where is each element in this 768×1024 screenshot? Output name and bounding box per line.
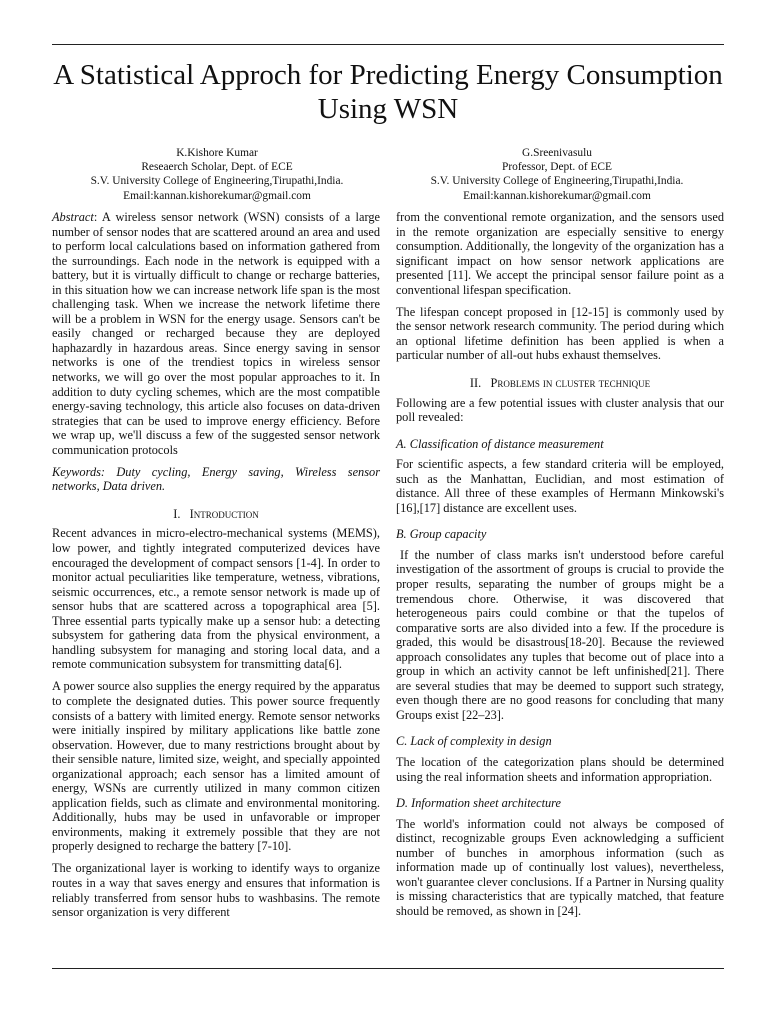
author-email: Email:kannan.kishorekumar@gmail.com [123, 189, 311, 202]
subsection-a-text: For scientific aspects, a few standard criteria will be employed, such as the Manhattan, Euclidian, and most estimation of distance. All three of these examples of Hermann Minkowski's [16],[17] distance are excellent uses. [396, 457, 724, 515]
subsection-c-text: The location of the categorization plans should be determined using the real information sheets and information appropriation. [396, 755, 724, 784]
section2-intro: Following are a few potential issues with cluster analysis that our poll revealed: [396, 395, 724, 425]
subsection-heading-a: A. Classification of distance measurement [396, 436, 604, 451]
right-column [396, 210, 724, 926]
intro-paragraph-2: A power source also supplies the energy required by the apparatus to complete the designated duties. This power source frequently consists of a battery with limited energy. Remote sensor networks were initially inspired by military applications like battle zone observation. However, due to many restrictions brought about by their sensible nature, limited size, weight, and specially appointed organizational approach; each sensor has a limited amount of energy, WSNs are currently utilized in many common citizen application fields, such as climate and environmental monitoring. Additionally, hubs may be used in unfavorable or improper environments, making it extremely possible that they are not properly designed to recharge the battery [7-10]. [52, 679, 380, 854]
subsection-heading-c: C. Lack of complexity in design [396, 734, 552, 749]
keywords-label: Keywords: [52, 464, 106, 479]
section-title: Introduction [189, 506, 259, 521]
section-title: Problems in cluster technique [490, 375, 651, 390]
author-block-1 [52, 146, 382, 203]
author-name: G.Sreenivasulu [522, 147, 592, 159]
author-affiliation: S.V. University College of Engineering,Tirupathi,India. [430, 175, 684, 188]
keywords-text: Duty cycling, Energy saving, Wireless sensor networks, Data driven. [52, 464, 380, 494]
top-rule [52, 44, 724, 45]
subsection-heading-b: B. Group capacity [396, 527, 487, 542]
author-affiliation: S.V. University College of Engineering,Tirupathi,India. [90, 175, 344, 188]
author-name: K.Kishore Kumar [176, 147, 258, 159]
section-heading-introduction [52, 507, 380, 522]
abstract [52, 210, 380, 457]
abstract-label: Abstract [52, 210, 94, 224]
paper-title: A Statistical Approch for Predicting Energy Consumption Using WSN [53, 59, 723, 125]
author-role: Reseaerch Scholar, Dept. of ECE [141, 161, 293, 174]
author-email: Email:kannan.kishorekumar@gmail.com [463, 189, 651, 202]
subsection-heading-d: D. Information sheet architecture [396, 796, 562, 811]
intro-continued-paragraph-2: The lifespan concept proposed in [12-15] is commonly used by the sensor network research community. The period during which an optional lifetime definition has been applied is when a particular number of all-out hubs exhaust themselves. [396, 304, 724, 363]
intro-paragraph-3: The organizational layer is working to identify ways to organize routes in a way that saves energy and ensures that information is reliably transferred from sensor hubs to washbasins. The remote sensor organization is very different [52, 861, 380, 920]
keywords [52, 465, 380, 494]
intro-paragraph-1: Recent advances in micro-electro-mechanical systems (MEMS), low power, and tightly integrated computerized devices have encouraged the development of compact sensors [1-4]. In order to monitor actual peculiarities like temperature, wetness, vibrations, seismic occurrences, etc., a remote sensor network is made up of sensor hubs that are scattered across a topographical area [5]. Three essential parts typically make up a sensor hub: a detecting subsystem for gathering data from the physical environment, a handling subsystem for managing and storing local data, and a remote communication subsystem for transmitting data[6]. [52, 526, 380, 672]
bottom-rule [52, 968, 724, 969]
left-column [52, 210, 380, 927]
abstract-text: : A wireless sensor network (WSN) consists of a large number of sensor nodes that are scattered around an area and used to perform local calculations based on information gathered from the surroundings. Each node in the network is equipped with a battery, but it is virtually difficult to change or recharge batteries, in this situation how we can increase network life span is the most challenging task. When we increase the network lifetime there will be a problem in WSN for the energy usage. Sensors can't be easily changed or recharged because they are deployed haphazardly in hazardous areas. Since energy saving in sensor networks is one of the trendiest topics in wireless sensor networks, we will go over the most popular approaches to it. In addition to duty cycling schemes, which are the most compatible energy-saving technology, this article also focuses on data-driven strategies that can be used to improve energy efficiency. Before we wrap up, we'll discuss a few of the suggested sensor network communication protocols [52, 210, 380, 457]
section-number: I. [173, 506, 181, 521]
author-role: Professor, Dept. of ECE [502, 161, 612, 174]
author-block-2 [392, 146, 722, 203]
section-number: II. [469, 375, 482, 390]
subsection-d-text: The world's information could not always be composed of distinct, recognizable groups Even acknowledging a sufficient number of bunches in amorphous information (such as information made up of continually lost values), nevertheless, won't guarantee clever conclusions. If a Partner in Nursing quality is missing characteristics that are typically matched, that feature should be removed, as shown in [24]. [396, 816, 724, 918]
subsection-b-text: If the number of class marks isn't understood before careful investigation of the assortment of groups is crucial to provide the proper results, separating the number of groups might be a tremendous chore. Otherwise, it was discovered that heterogeneous pairs could combine or that the tupelos of comparative sorts are also divided into a few. If the procedure is graded, this would be disastrous[18-20]. Because the reviewed approach consolidates any tuples that become out of place into a group in which an activity cannot be left unfinished[21]. There are several studies that may be deemed to support such strategy, even though there are no good reasons for concluding that many Groups exist [22–23]. [396, 547, 724, 722]
section-heading-problems [396, 376, 724, 391]
intro-continued-paragraph-1: from the conventional remote organization, and the sensors used in the remote organization are especially sensitive to energy consumption. Additionally, the longevity of the organization has a significant impact on how sensor network applications are presented [11]. We accept the principal sensor failure point as a conventional lifespan specification. [396, 210, 724, 297]
